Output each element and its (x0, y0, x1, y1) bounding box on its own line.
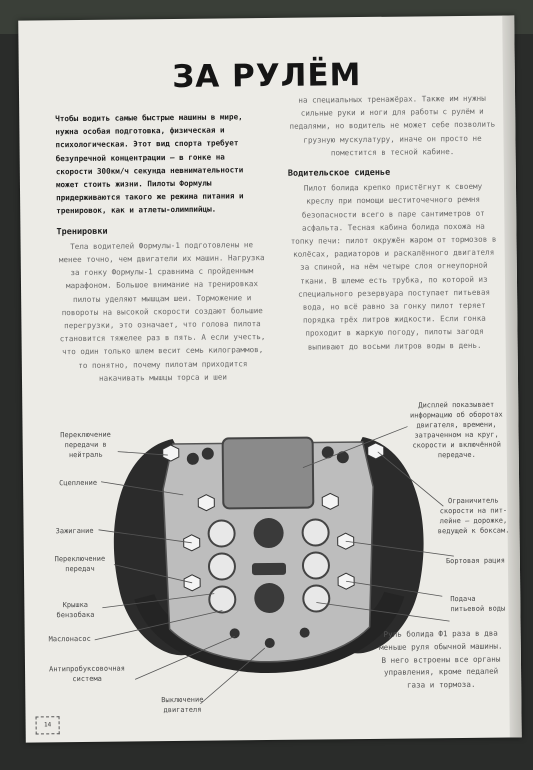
center-button (252, 563, 286, 575)
hex-button (198, 495, 214, 511)
display-screen (223, 438, 314, 509)
hex-button (322, 493, 338, 509)
label-pit-limiter: Ограничитель скорости на пит-лейне – дорожке, ведущей к боксам. (437, 496, 510, 536)
page-number: 14 (36, 716, 60, 734)
label-engine-off: Выключение двигателя (161, 695, 204, 715)
hex-button (368, 443, 384, 459)
rotary-knob (303, 585, 329, 611)
rotary-knob (209, 586, 235, 612)
book-page (18, 15, 522, 742)
label-ignition: Зажигание (55, 526, 94, 536)
training-heading: Тренировки (56, 226, 108, 237)
rotary-knob (208, 520, 234, 546)
intro-paragraph: Чтобы водить самые быстрые машины в мире, нужна особая подготовка, физическая и психологическая. Этот вид спорта требует безупречной концентрации – в гонке на скорости 300км/ч секунда невнимательности может стоить жизни. Пилоты Формулы придерживаются такого же режима питания и тренировок, как и атлеты-олимпийцы. (55, 112, 244, 216)
label-display: Дисплей показывает информацию об оборотах двигателя, времени, затраченном на круг, скорости и включённой передаче. (409, 400, 503, 460)
label-radio: Бортовая рация (445, 556, 505, 566)
label-water: Подача питьевой воды (450, 594, 506, 614)
continued-paragraph: на специальных тренажёрах. Также им нужны сильные руки и ноги для работы с рулём и педалями, но водитель не может себе позволить грузную мускулатуру, иначе он просто не поместится в тесной кабине. (289, 93, 496, 158)
label-abs: Антипробуксовочная система (49, 664, 125, 684)
label-fuel-cap: Крышка бензобака (56, 600, 95, 620)
wheel-caption: Руль болида Ф1 раза в два меньше руля обычной машины. В него встроены все органы управления, кроме педалей газа и тормоза. (379, 628, 503, 690)
label-gear-shift: Переключение передач (54, 554, 106, 574)
rotary-knob (302, 519, 328, 545)
hex-button (184, 575, 200, 591)
hex-button (163, 445, 179, 461)
training-paragraph: Тела водителей Формулы-1 подготовлены не менее точно, чем двигатели их машин. Нагрузка за гонку Формулы-1 сравнима с пройденным марафоном. Большое внимание на тренировках пилоты уделяют мышцам шеи. Торможение и повороты на высокой скорости создают большие перегрузки, это означает, что голова пилота становится тяжелее раз в пять. А если учесть, что один только шлем весит семь килограммов, то понятно, почему пилотам приходится накачивать мышцы торса и шеи (58, 239, 266, 383)
label-oil-pump: Маслонасос (48, 634, 91, 644)
right-column (287, 92, 500, 354)
seat-heading: Водительское сиденье (287, 167, 391, 179)
rotary-knob (209, 553, 235, 579)
label-neutral-shift: Переключение передачи в нейтраль (60, 430, 111, 460)
left-column (55, 110, 268, 385)
seat-paragraph: Пилот болида крепко пристёгнут к своему креслу при помощи шеститочечного ремня безопасности всего в паре сантиметров от асфальта. Тесная кабина болида похожа на топку печи: пилот окружён жаром от тормозов в колёсах, радиаторов и раскалённого двигателя за спиной, на нём четыре слоя огнеупорной ткани. В шлеме есть трубка, по которой из специального резервуара поступает питьевая вода, но всё равно за гонку пилот теряет порядка трёх литров жидкости. Если гонка проходит в жаркую погоду, пилоты загодя выпивают до восьми литров воды в день. (290, 181, 497, 352)
page-title: ЗА РУЛЁМ (172, 57, 362, 96)
rotary-knob (303, 552, 329, 578)
label-clutch: Сцепление (59, 478, 98, 488)
